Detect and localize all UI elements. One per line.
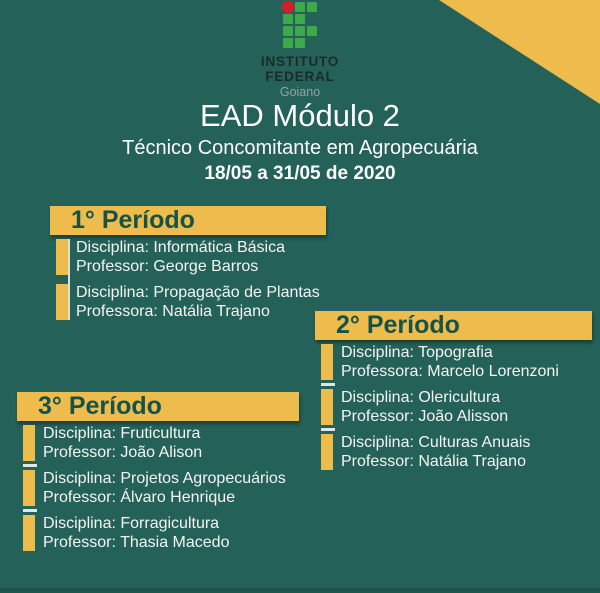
course-item [43,424,299,462]
course-item [43,514,299,552]
period-2-courses [315,343,592,471]
institution-name-line2: FEDERAL [265,68,335,84]
logo-dot [282,1,295,14]
logo-square [295,2,305,12]
course-discipline: Disciplina: Forragicultura [43,515,220,532]
course-item [341,343,592,381]
logo-square [307,26,317,36]
course-professor: Professor: João Alisson [341,408,509,425]
course-item [43,469,299,507]
course-discipline: Disciplina: Fruticultura [43,425,201,442]
course-professor: Professor: João Alison [43,444,203,461]
course-discipline: Disciplina: Informática Básica [76,239,285,256]
course-professor: Professor: George Barros [76,258,259,275]
logo-square [283,26,293,36]
course-item [341,433,592,471]
bottom-strip-decoration [0,588,600,593]
course-professor: Professora: Marcelo Lorenzoni [341,363,559,380]
logo-square [295,26,305,36]
course-item [76,283,326,321]
institution-campus: Goiano [279,85,321,99]
institution-header [0,2,600,99]
period-3-header: 3° Período [17,392,299,421]
course-professor: Professor: Álvaro Henrique [43,489,236,506]
period-1-courses [50,238,326,321]
period-section-1 [50,206,326,321]
period-2-header: 2° Período [315,311,592,340]
poster-title: EAD Módulo 2 [200,98,400,133]
course-professor: Professora: Natália Trajano [76,303,270,320]
institution-name-line1: INSTITUTO [260,54,340,69]
logo-gap [307,38,317,48]
course-item [76,238,326,276]
course-professor: Professor: Natália Trajano [341,453,526,470]
period-section-2 [315,311,592,471]
logo-gap [307,14,317,24]
course-discipline: Disciplina: Topografia [341,344,493,361]
poster-date-range: 18/05 a 31/05 de 2020 [204,163,396,184]
course-discipline: Disciplina: Olericultura [341,389,501,406]
course-discipline: Disciplina: Propagação de Plantas [76,284,320,301]
period-section-3 [17,392,299,552]
course-discipline: Disciplina: Culturas Anuais [341,434,531,451]
logo-square [283,14,293,24]
poster-subtitle: Técnico Concomitante em Agropecuária [122,137,478,159]
period-1-header: 1° Período [50,206,326,235]
course-discipline: Disciplina: Projetos Agropecuários [43,470,286,487]
logo-square [295,38,305,48]
course-item [341,388,592,426]
title-block [0,99,600,184]
logo-square [283,38,293,48]
logo-square [295,14,305,24]
period-3-courses [17,424,299,552]
logo-square [307,2,317,12]
course-professor: Professor: Thasia Macedo [43,534,230,551]
instituto-federal-logo-icon [283,2,317,48]
